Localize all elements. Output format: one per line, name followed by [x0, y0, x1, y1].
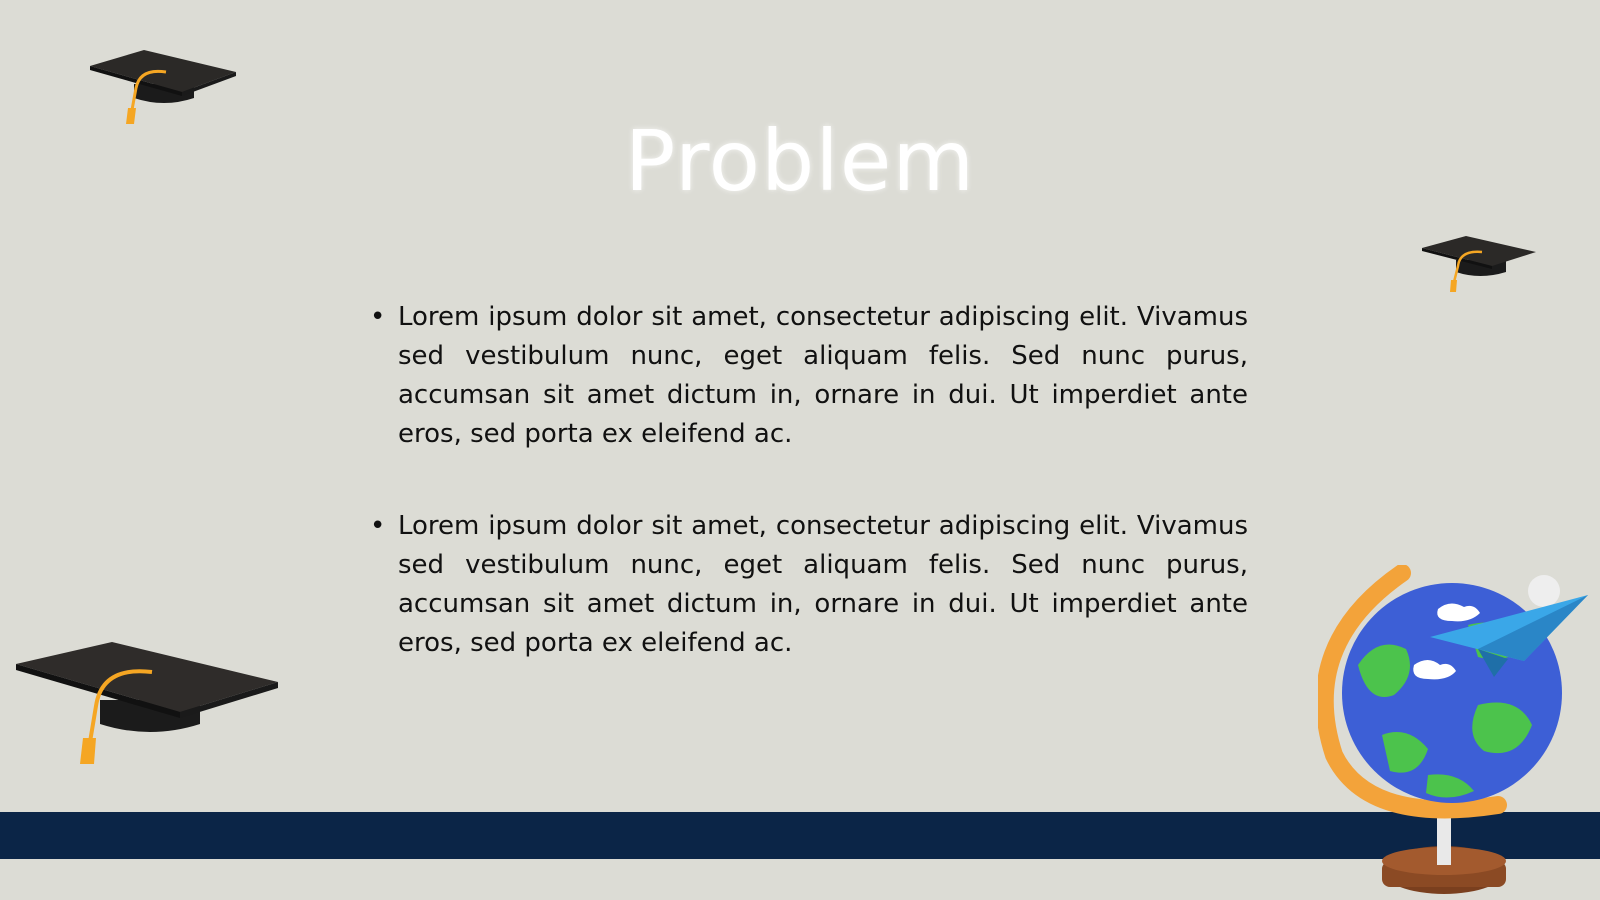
graduation-cap-icon — [10, 642, 285, 777]
graduation-cap-icon — [86, 50, 242, 130]
bullet-list — [370, 298, 1248, 716]
slide-title: Problem — [624, 112, 976, 210]
graduation-cap-icon — [1420, 236, 1540, 298]
bullet-item: • Lorem ipsum dolor sit amet, consectetur adipiscing elit. Vivamus sed vestibulum nunc, eget aliquam felis. Sed nunc purus, accumsan sit amet dictum in, ornare in dui. Ut imperdiet ante eros, sed porta ex eleifend ac. — [370, 507, 1248, 663]
globe-icon — [1318, 565, 1590, 900]
bullet-item: • Lorem ipsum dolor sit amet, consectetur adipiscing elit. Vivamus sed vestibulum nunc, eget aliquam felis. Sed nunc purus, accumsan sit amet dictum in, ornare in dui. Ut imperdiet ante eros, sed porta ex eleifend ac. — [370, 298, 1248, 454]
